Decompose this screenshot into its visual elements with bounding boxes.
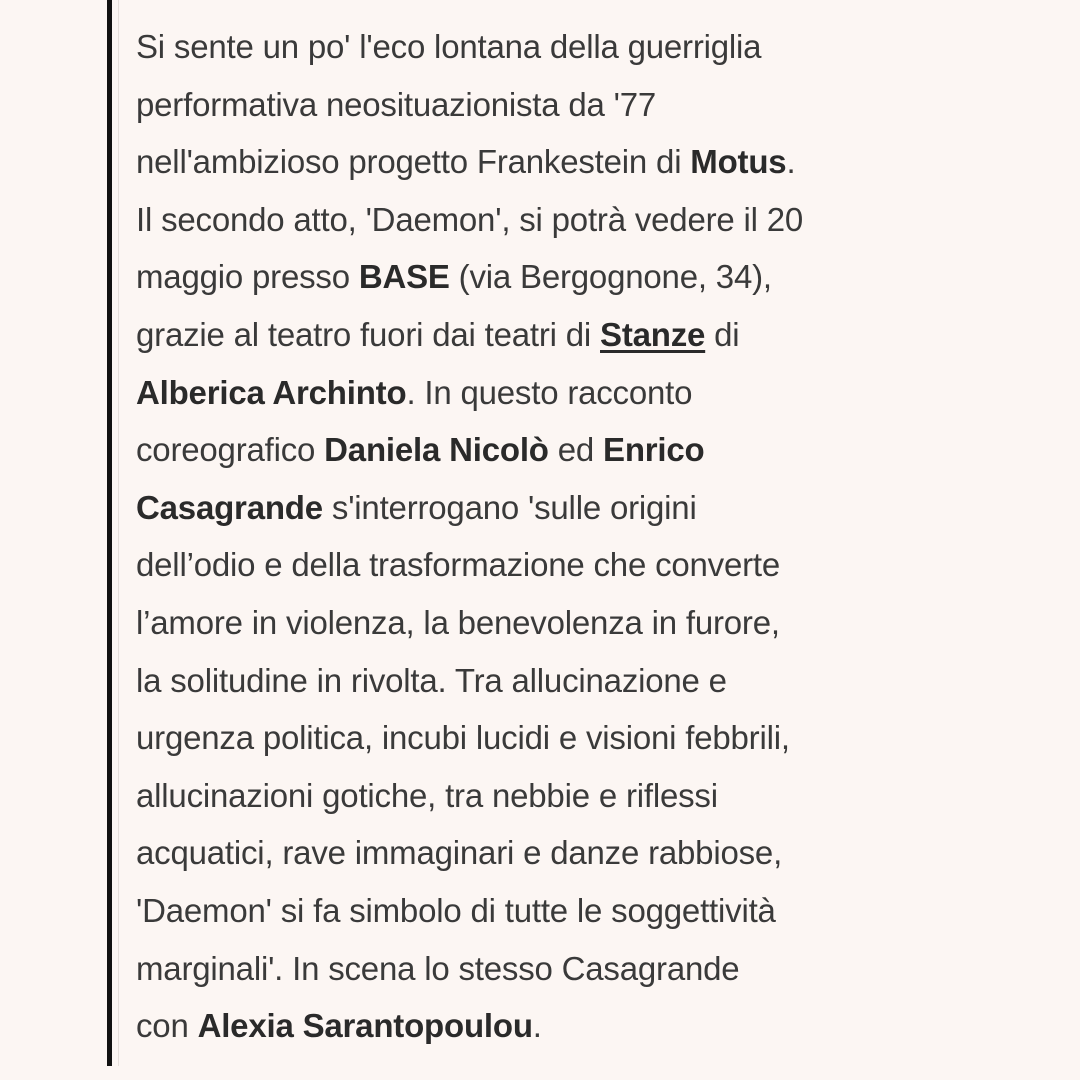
- text-run: . In questo racconto: [406, 373, 693, 411]
- text-line: [136, 709, 876, 767]
- text-run: maggio presso: [136, 258, 359, 296]
- text-run: grazie al teatro fuori dai teatri di: [136, 315, 601, 353]
- text-run: l’amore in violenza, la benevolenza in furore,: [136, 603, 780, 641]
- text-line: [136, 997, 876, 1055]
- text-line: [136, 479, 876, 537]
- text-line: [136, 824, 876, 882]
- text-line: [136, 306, 876, 364]
- bold-name-alberica-archinto: Alberica Archinto: [136, 373, 407, 411]
- text-run: s'interrogano 'sulle origini: [322, 488, 697, 526]
- text-run: di: [705, 315, 740, 353]
- stanze-link[interactable]: Stanze: [600, 315, 706, 353]
- text-line: [136, 652, 876, 710]
- text-run: marginali'. In scena lo stesso Casagrande: [136, 949, 740, 987]
- text-line: [136, 882, 876, 940]
- text-run: la solitudine in rivolta. Tra allucinazione e: [136, 661, 727, 699]
- text-run: coreografico: [136, 431, 325, 469]
- text-run: allucinazioni gotiche, tra nebbie e riflessi: [136, 776, 718, 814]
- text-line: [136, 594, 876, 652]
- text-run: ed: [548, 431, 604, 469]
- text-run: 'Daemon' si fa simbolo di tutte le soggettività: [136, 891, 776, 929]
- text-line: [136, 767, 876, 825]
- bold-name-enrico: Enrico: [603, 431, 705, 469]
- text-run: acquatici, rave immaginari e danze rabbiose,: [136, 834, 783, 872]
- text-run: Il secondo atto, 'Daemon', si potrà vedere il 20: [136, 200, 804, 238]
- bold-name-alexia-sarantopoulou: Alexia Sarantopoulou: [197, 1007, 533, 1045]
- divider-line: [118, 0, 119, 1066]
- text-run: dell’odio e della trasformazione che converte: [136, 546, 781, 584]
- text-run: (via Bergognone, 34),: [449, 258, 772, 296]
- text-line: [136, 940, 876, 998]
- text-run: urgenza politica, incubi lucidi e visioni febbrili,: [136, 719, 790, 757]
- text-run: nell'ambizioso progetto Frankestein di: [136, 143, 691, 181]
- text-run: performativa neosituazionista da '77: [136, 85, 657, 123]
- text-line: [136, 76, 876, 134]
- blockquote-bar: [107, 0, 112, 1066]
- bold-name-motus: Motus: [690, 143, 787, 181]
- text-run: con: [136, 1007, 198, 1045]
- text-line: [136, 18, 876, 76]
- text-line: [136, 133, 876, 191]
- bold-name-base: BASE: [358, 258, 450, 296]
- bold-name-casagrande: Casagrande: [136, 488, 323, 526]
- article-paragraph: [136, 18, 876, 1055]
- text-line: [136, 536, 876, 594]
- text-line: [136, 421, 876, 479]
- text-run: Si sente un po' l'eco lontana della guerriglia: [136, 28, 762, 65]
- bold-name-daniela-nicolo: Daniela Nicolò: [324, 431, 549, 469]
- text-line: [136, 364, 876, 422]
- text-run: .: [532, 1007, 542, 1045]
- text-line: [136, 248, 876, 306]
- text-run: .: [786, 143, 796, 181]
- text-line: [136, 191, 876, 249]
